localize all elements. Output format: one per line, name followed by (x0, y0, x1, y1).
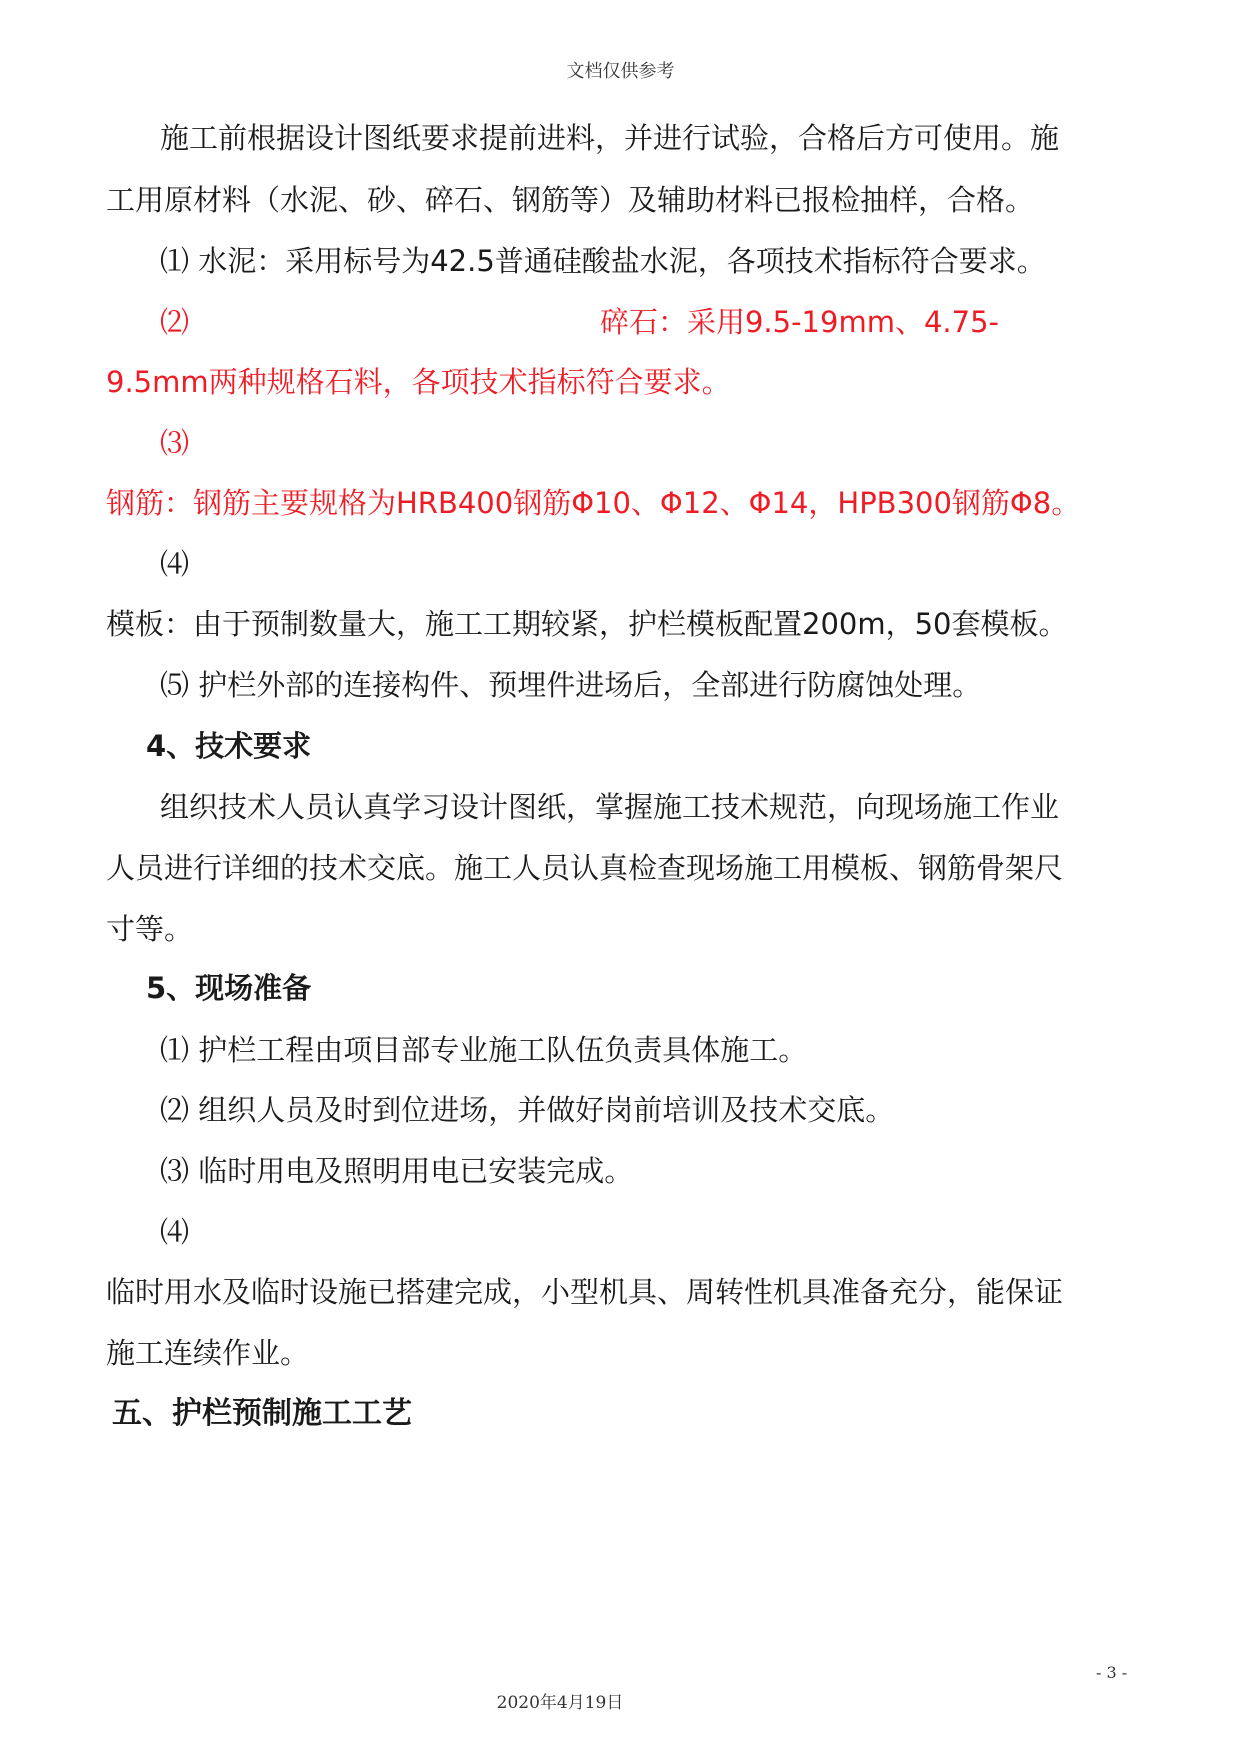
list-item: ⑴ 护栏工程由项目部专业施工队伍负责具体施工。 (160, 1033, 808, 1067)
paragraph-line: 工用原材料（水泥、砂、碎石、钢筋等）及辅助材料已报检抽样，合格。 (106, 183, 1035, 217)
list-item: ⑸ 护栏外部的连接构件、预埋件进场后，全部进行防腐蚀处理。 (160, 668, 982, 702)
list-item-number: ⑶ (160, 426, 190, 460)
list-item-text: 临时用水及临时设施已搭建完成，小型机具、周转性机具准备充分，能保证 (106, 1275, 1064, 1309)
list-item-text: 模板：由于预制数量大，施工工期较紧，护栏模板配置200m，50套模板。 (106, 607, 1068, 641)
list-item-text: 施工连续作业。 (106, 1336, 310, 1370)
list-item: ⑶ 临时用电及照明用电已安装完成。 (160, 1154, 634, 1188)
chapter-heading: 五、护栏预制施工工艺 (112, 1396, 412, 1431)
section-heading: 4、技术要求 (146, 729, 312, 763)
list-item: ⑵ 组织人员及时到位进场，并做好岗前培训及技术交底。 (160, 1093, 895, 1127)
paragraph-line: 施工前根据设计图纸要求提前进料，并进行试验，合格后方可使用。施 (160, 121, 1060, 155)
list-item-text: 9.5mm两种规格石料，各项技术指标符合要求。 (106, 365, 731, 399)
page-header: 文档仅供参考 (566, 61, 675, 82)
footer-date: 2020年4月19日 (496, 1693, 624, 1713)
list-item-number: ⑵ (160, 305, 190, 339)
list-item-text: 碎石：采用9.5-19mm、4.75- (599, 305, 999, 339)
paragraph-line: 人员进行详细的技术交底。施工人员认真检查现场施工用模板、钢筋骨架尺 (106, 851, 1064, 885)
list-item: ⑴ 水泥：采用标号为42.5普通硅酸盐水泥，各项技术指标符合要求。 (160, 244, 1046, 278)
list-item-number: ⑷ (160, 547, 190, 581)
paragraph-line: 组织技术人员认真学习设计图纸，掌握施工技术规范，向现场施工作业 (160, 790, 1060, 824)
paragraph-line: 寸等。 (106, 912, 194, 946)
list-item-text: 钢筋：钢筋主要规格为HRB400钢筋Φ10、Φ12、Φ14，HPB300钢筋Φ8。 (106, 486, 1081, 520)
list-item-number: ⑷ (160, 1215, 190, 1249)
section-heading: 5、现场准备 (146, 971, 312, 1005)
page-number: - 3 - (1096, 1663, 1128, 1682)
